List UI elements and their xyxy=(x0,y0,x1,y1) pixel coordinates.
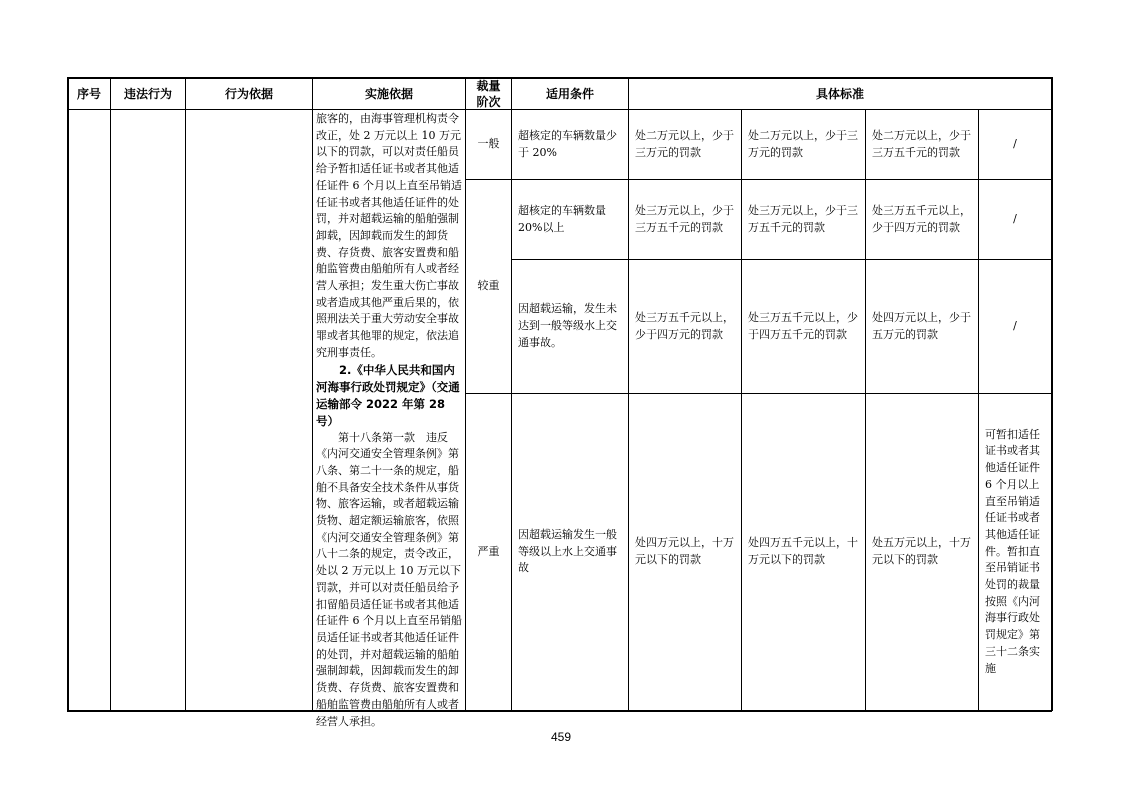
table-row-3-std2: 处三万五千元以上，少于四万五千元的罚款 xyxy=(748,310,858,341)
table-row-3-std3: 处四万元以上，少于五万元的罚款 xyxy=(872,310,971,341)
header-standard: 具体标准 xyxy=(815,86,864,101)
impl-basis-part1: 旅客的，由海事管理机构责令改正，处 2 万元以上 10 万元以下的罚款，可以对责任船员给予暂扣适任证书或者其他适任证件 6 个月以上直至吊销适任证书或者其他适任证件的处罚，并对超载运输的船舶强制卸载，因卸载而发生的卸货费、存货费、旅客安置费和船舶监管费由船舶所有人或者经营人承担；发生重大伤亡事故或者造成其他严重后果的，依照刑法关于重大劳动安全事故罪或者其他罪的规定，依法追究刑事责任。 xyxy=(316,112,462,359)
page-number: 459 xyxy=(550,730,572,744)
impl-basis-part2: 第十八条第一款 违反《内河交通安全管理条例》第八条、第二十一条的规定，船舶不具备安全技术条件从事货物、旅客运输，或者超载运输货物、超定额运输旅客，依照《内河交通安全管理条例》第八十二条的规定，责令改正，处以 2 万元以上 10 万元以下罚款，并可以对责任船员给予扣留船员适任证书或者其他适任证件 6 个月以上直至吊销船员适任证书或者其他适任证件的处罚，并对超载运输的船舶强制卸载，因卸载而发生的卸货费、存货费、旅客安置费和船舶监管费由船舶所有人或者经营人承担。 xyxy=(316,430,462,728)
header-violation: 违法行为 xyxy=(123,86,172,101)
table-row-1-std1: 处二万元以上，少于三万元的罚款 xyxy=(635,128,734,159)
table-row-3-std4: / xyxy=(1013,319,1017,333)
level-general: 一般 xyxy=(477,137,500,151)
table-row-4-std1: 处四万元以上，十万元以下的罚款 xyxy=(635,536,734,566)
table-row-2-std4: / xyxy=(1013,212,1017,226)
header-condition: 适用条件 xyxy=(545,86,594,101)
table-row-2-std3: 处三万五千元以上，少于四万元的罚款 xyxy=(872,203,971,234)
header-overload-level: 裁量阶次 xyxy=(476,78,501,109)
table-row-4-std2: 处四万五千元以上，十万元以下的罚款 xyxy=(748,536,858,566)
header-basis-impl: 实施依据 xyxy=(364,86,413,101)
impl-basis-cell xyxy=(316,111,462,728)
level-serious: 较重 xyxy=(477,279,500,293)
impl-basis-heading: 2.《中华人民共和国内河海事行政处罚规定》（交通运输部令 2022 年第 28 号） xyxy=(316,362,460,428)
table-row-1-condition: 超核定的车辆数量少于 20% xyxy=(518,128,617,159)
table-row-3-std1: 处三万五千元以上，少于四万元的罚款 xyxy=(635,310,734,341)
header-seq: 序号 xyxy=(76,86,101,101)
table-row-2-condition: 超核定的车辆数量 20%以上 xyxy=(518,203,606,234)
table-row-1-std3: 处二万元以上，少于三万五千元的罚款 xyxy=(872,128,971,159)
table-row-4-condition: 因超载运输发生一般等级以上水上交通事故 xyxy=(518,527,617,575)
table-row-1-std2: 处二万元以上，少于三万元的罚款 xyxy=(748,128,858,159)
table-row-2-std2: 处三万元以上，少于三万五千元的罚款 xyxy=(748,203,858,234)
header-basis-act: 行为依据 xyxy=(224,86,273,101)
table-row-4-std3: 处五万元以上，十万元以下的罚款 xyxy=(872,536,971,566)
table-row-2-std1: 处三万元以上，少于三万五千元的罚款 xyxy=(635,203,734,234)
table-row-1-std4: / xyxy=(1013,137,1017,151)
table-row-4-std4: 可暂扣适任证书或者其他适任证件 6 个月以上直至吊销适任证书或者其他适任证件。暂扣直至吊销证书处罚的裁量按照《内河海事行政处罚规定》第三十二条实施 xyxy=(985,427,1040,675)
table-row-3-condition: 因超载运输，发生未达到一般等级水上交通事故。 xyxy=(518,302,617,349)
level-severe: 严重 xyxy=(477,544,500,558)
